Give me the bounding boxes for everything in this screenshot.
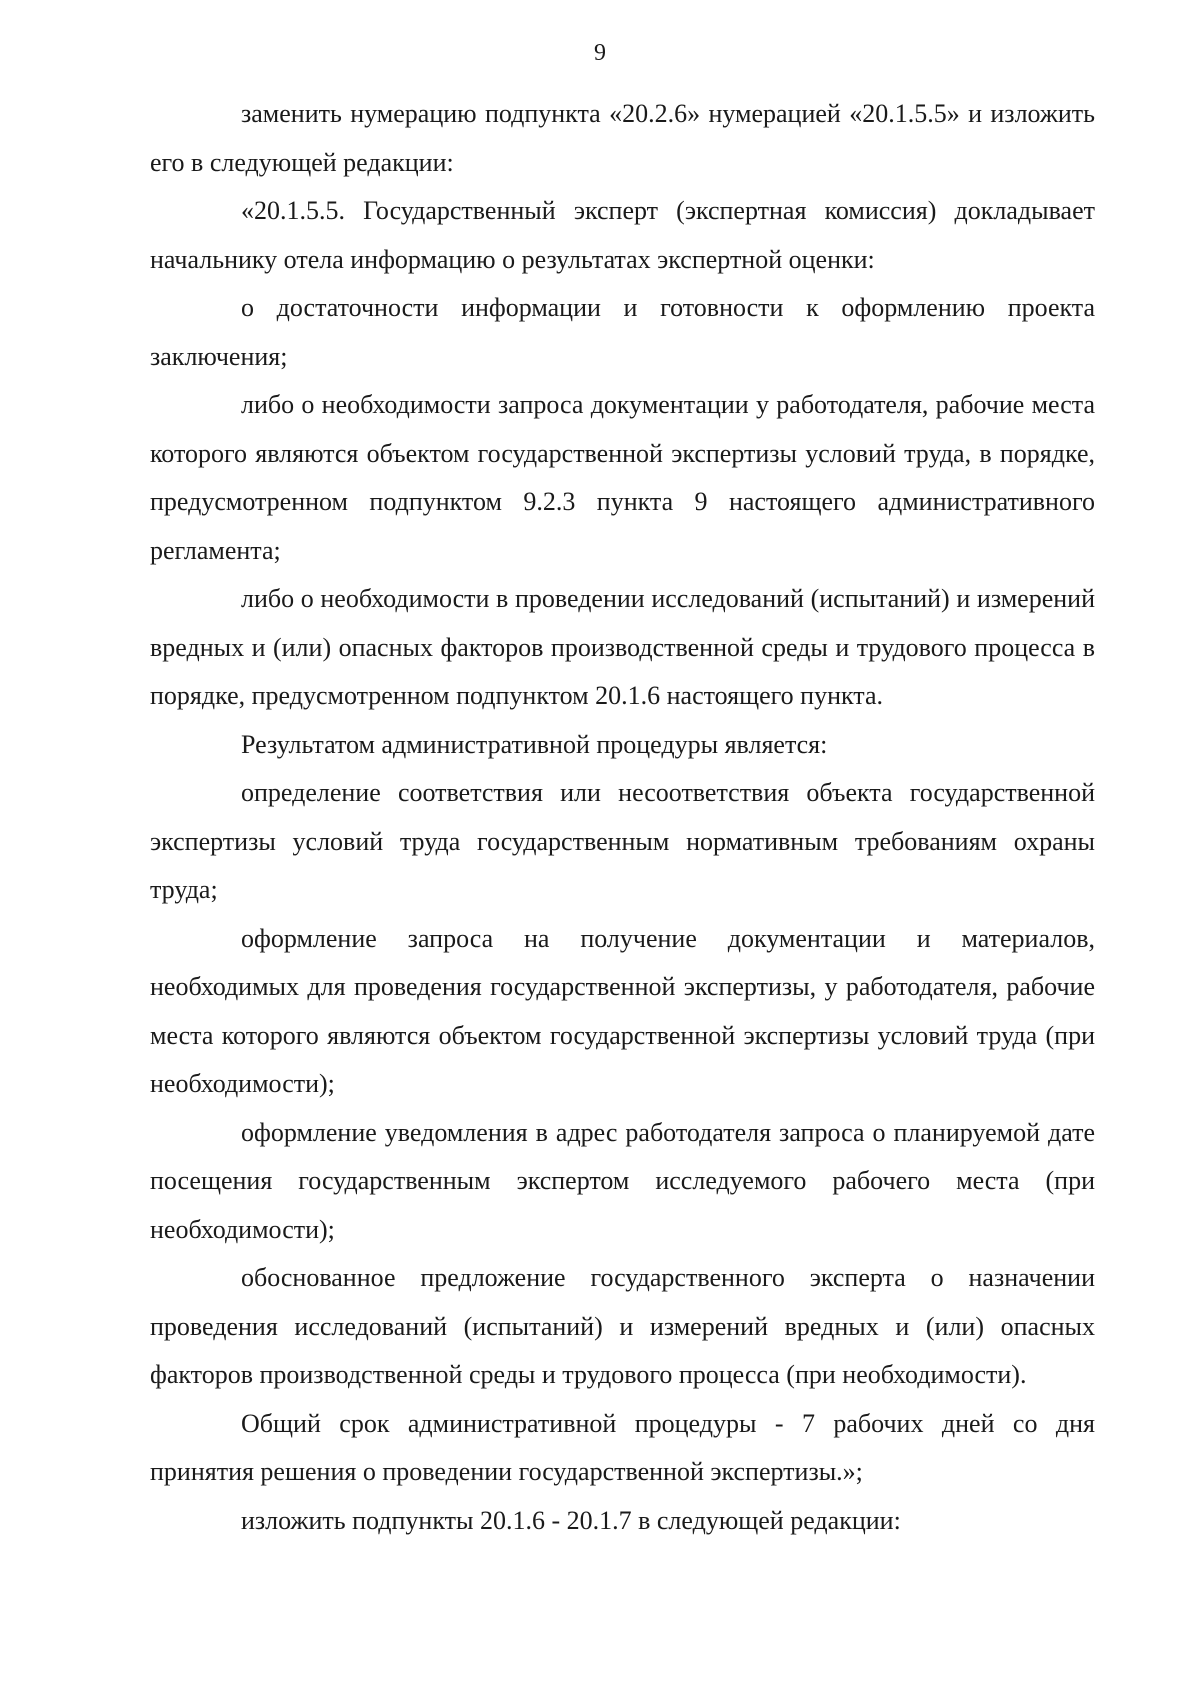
paragraph: «20.1.5.5. Государственный эксперт (экспертная комиссия) докладывает начальнику отела информацию о результатах экспертной оценки: bbox=[150, 196, 1095, 274]
paragraph: о достаточности информации и готовности к оформлению проекта заключения; bbox=[150, 293, 1095, 371]
paragraph: Общий срок административной процедуры - 7 рабочих дней со дня принятия решения о проведении государственной экспертизы.»; bbox=[150, 1408, 1095, 1486]
paragraph: либо о необходимости в проведении исследований (испытаний) и измерений вредных и (или) опасных факторов производственной среды и трудового процесса в порядке, предусмотренном подпунктом 20.1.6 настоящего пункта. bbox=[150, 584, 1095, 710]
document-body bbox=[150, 90, 1095, 1545]
page-number: 9 bbox=[594, 40, 606, 66]
paragraph: Результатом административной процедуры является: bbox=[241, 729, 828, 759]
paragraph: оформление запроса на получение документации и материалов, необходимых для проведения государственной экспертизы, у работодателя, рабочие места которого являются объектом государственной экспертизы условий труда (при необходимости); bbox=[150, 923, 1095, 1098]
paragraph: изложить подпункты 20.1.6 - 20.1.7 в следующей редакции: bbox=[241, 1505, 901, 1535]
paragraph: заменить нумерацию подпункта «20.2.6» нумерацией «20.1.5.5» и изложить его в следующей редакции: bbox=[150, 99, 1095, 177]
paragraph: оформление уведомления в адрес работодателя запроса о планируемой дате посещения государственным экспертом исследуемого рабочего места (при необходимости); bbox=[150, 1117, 1095, 1244]
paragraph: определение соответствия или несоответствия объекта государственной экспертизы условий труда государственным нормативным требованиям охраны труда; bbox=[150, 778, 1095, 904]
paragraph: обоснованное предложение государственного эксперта о назначении проведения исследований (испытаний) и измерений вредных и (или) опасных факторов производственной среды и трудового процесса (при необходимости). bbox=[150, 1263, 1095, 1389]
paragraph: либо о необходимости запроса документации у работодателя, рабочие места которого являются объектом государственной экспертизы условий труда, в порядке, предусмотренном подпунктом 9.2.3 пункта 9 настоящего административного регламента; bbox=[150, 390, 1095, 565]
